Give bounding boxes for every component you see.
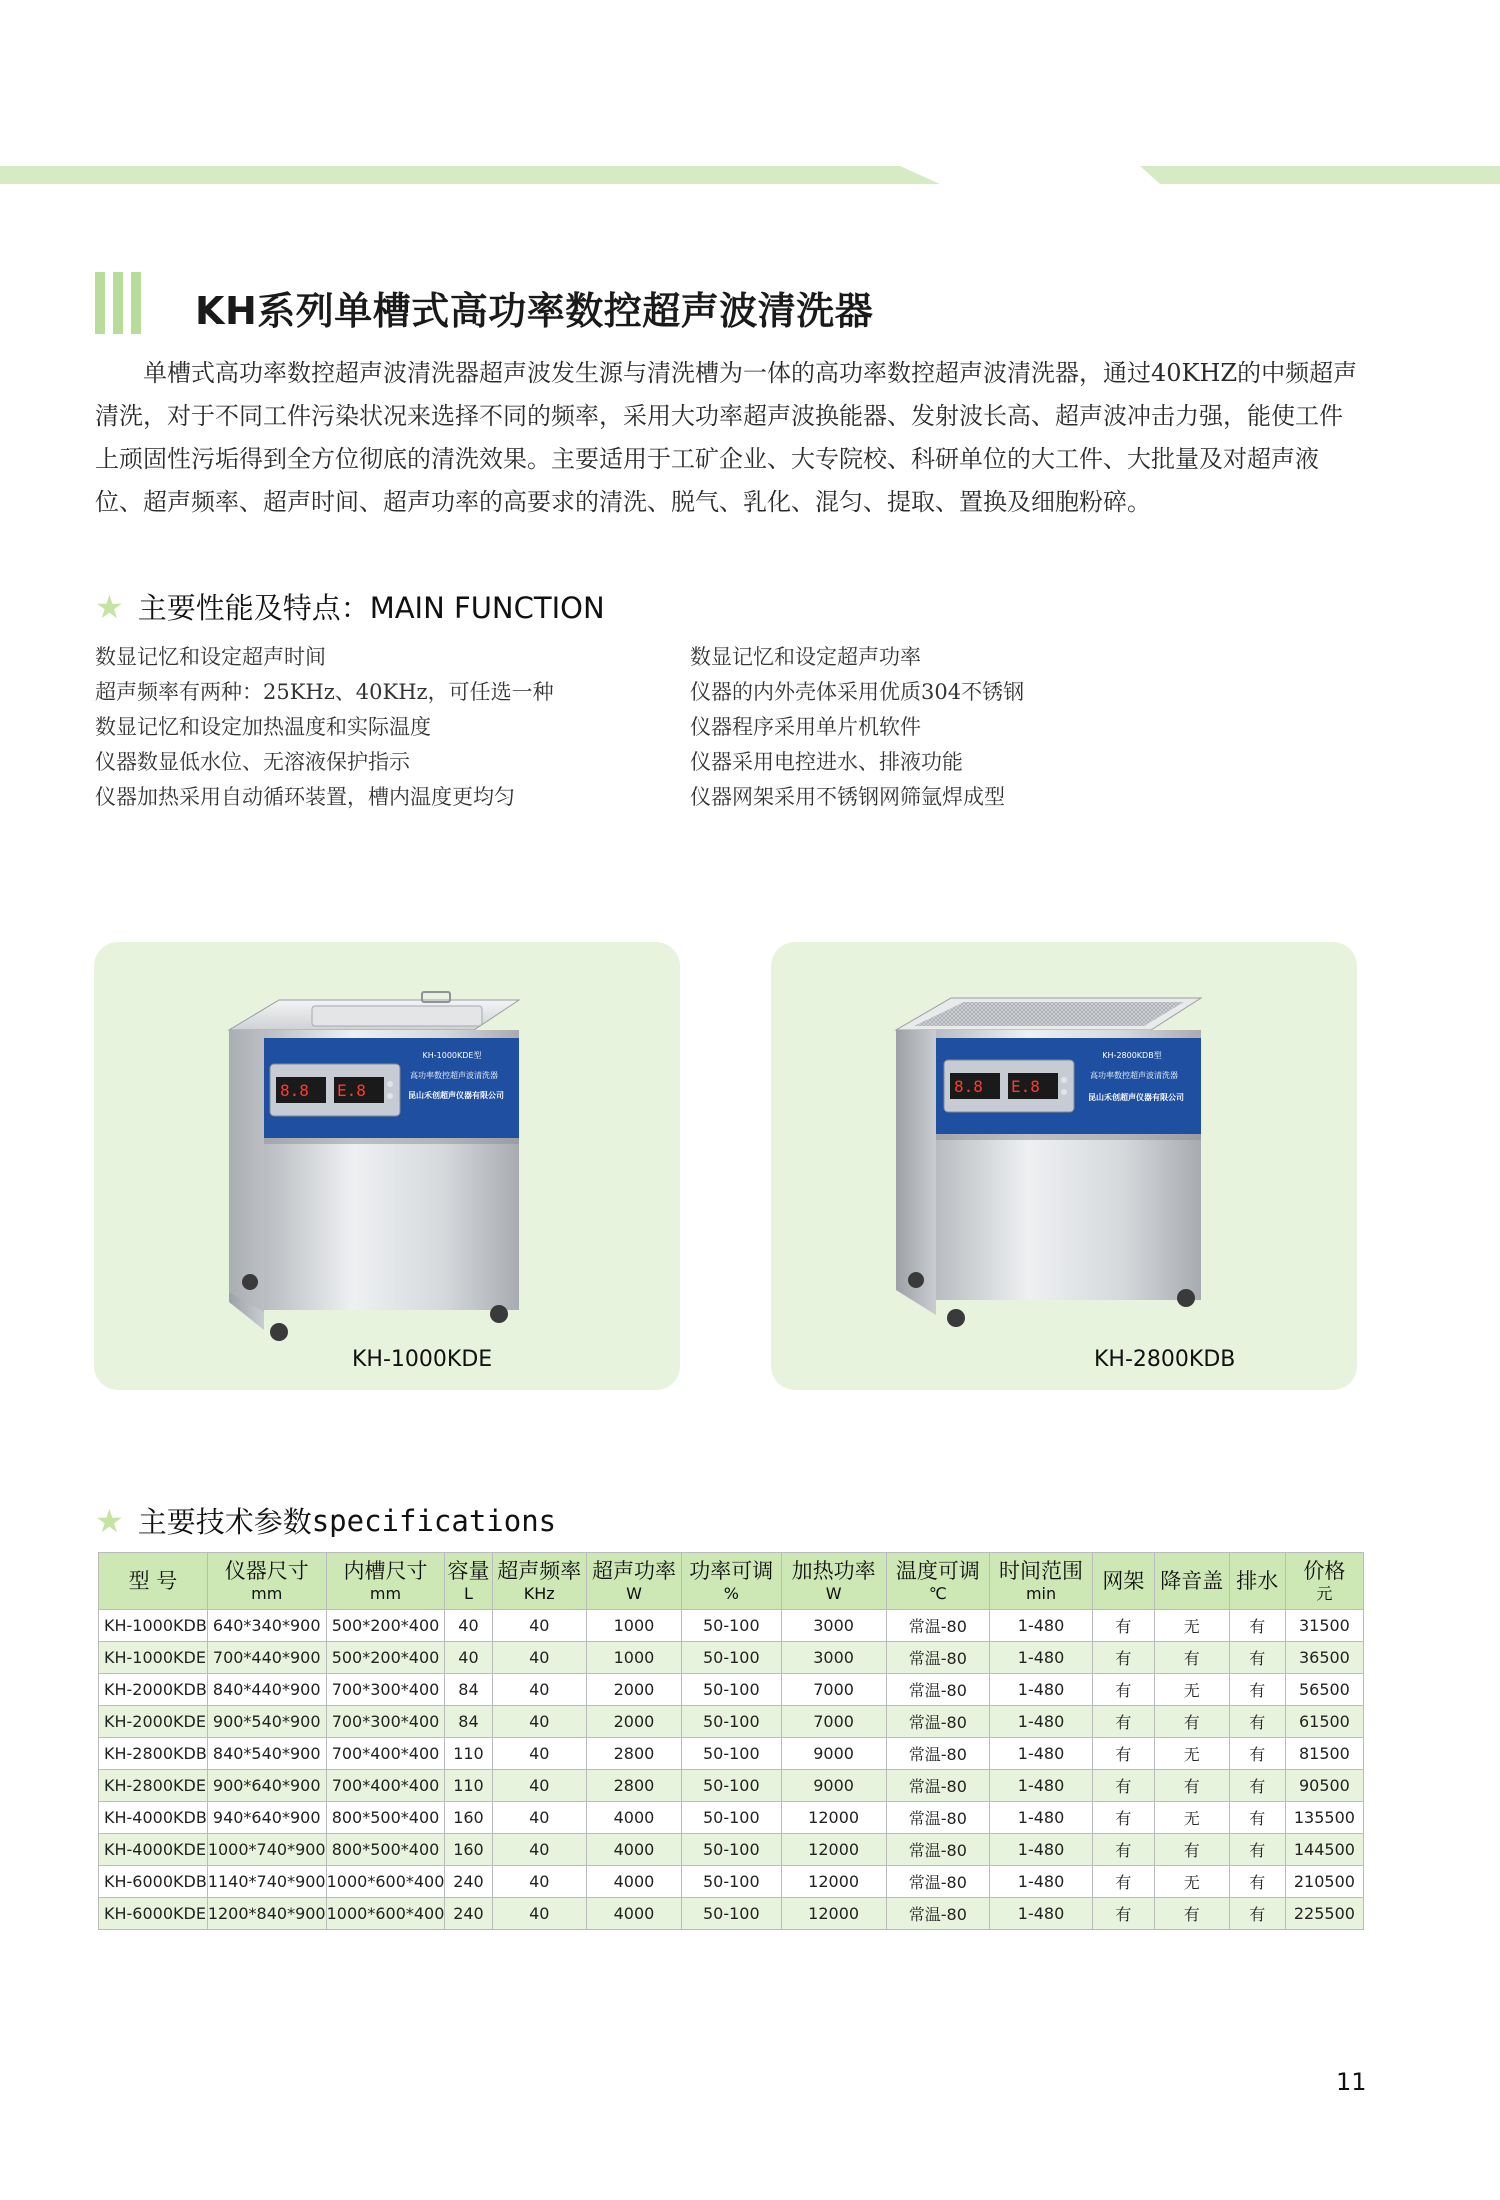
column-header bbox=[99, 1553, 208, 1610]
table-header bbox=[99, 1553, 1364, 1610]
column-header-unit: % bbox=[723, 1584, 739, 1603]
table-cell: 700*300*400 bbox=[326, 1674, 445, 1706]
table-cell: 56500 bbox=[1285, 1674, 1363, 1706]
column-header bbox=[445, 1553, 492, 1610]
specifications-table bbox=[98, 1552, 1364, 1930]
table-cell: KH-4000KDB bbox=[99, 1802, 208, 1834]
table-cell: KH-1000KDE bbox=[99, 1642, 208, 1674]
table-cell: 有 bbox=[1154, 1770, 1229, 1802]
table-cell: 2000 bbox=[586, 1706, 681, 1738]
table-cell: 40 bbox=[492, 1898, 586, 1930]
column-header-name: 容量 bbox=[447, 1559, 490, 1583]
table-cell: 有 bbox=[1092, 1866, 1154, 1898]
page-title: KH系列单槽式高功率数控超声波清洗器 bbox=[195, 289, 874, 333]
table-cell: 640*340*900 bbox=[207, 1610, 326, 1642]
table-cell: 50-100 bbox=[681, 1770, 781, 1802]
table-cell: 40 bbox=[492, 1706, 586, 1738]
table-cell: 1000*600*400 bbox=[326, 1898, 445, 1930]
table-cell: 144500 bbox=[1285, 1834, 1363, 1866]
features-left-list bbox=[95, 640, 685, 815]
table-cell: 无 bbox=[1154, 1738, 1229, 1770]
table-cell: 4000 bbox=[586, 1834, 681, 1866]
table-row bbox=[99, 1834, 1364, 1866]
table-cell: 常温-80 bbox=[886, 1802, 990, 1834]
svg-text:E.8: E.8 bbox=[1011, 1077, 1040, 1096]
table-cell: 90500 bbox=[1285, 1770, 1363, 1802]
column-header-name: 内槽尺寸 bbox=[343, 1559, 428, 1583]
table-cell: 940*640*900 bbox=[207, 1802, 326, 1834]
features-right-list bbox=[690, 640, 1330, 815]
table-cell: 500*200*400 bbox=[326, 1642, 445, 1674]
feature-item: 仪器程序采用单片机软件 bbox=[690, 715, 921, 739]
table-cell: 1000 bbox=[586, 1610, 681, 1642]
table-cell: 有 bbox=[1092, 1898, 1154, 1930]
table-cell: 有 bbox=[1229, 1738, 1285, 1770]
table-cell: KH-1000KDB bbox=[99, 1610, 208, 1642]
specs-heading-cn: 主要技术参数 bbox=[137, 1505, 312, 1539]
table-cell: 12000 bbox=[781, 1898, 886, 1930]
table-cell: 3000 bbox=[781, 1642, 886, 1674]
table-cell: 常温-80 bbox=[886, 1898, 990, 1930]
table-cell: KH-2000KDB bbox=[99, 1674, 208, 1706]
table-cell: 12000 bbox=[781, 1802, 886, 1834]
table-cell: 31500 bbox=[1285, 1610, 1363, 1642]
table-cell: 有 bbox=[1229, 1834, 1285, 1866]
table-cell: 4000 bbox=[586, 1898, 681, 1930]
table-cell: 3000 bbox=[781, 1610, 886, 1642]
svg-text:KH-2800KDB型: KH-2800KDB型 bbox=[1102, 1051, 1162, 1060]
column-header-name: 排水 bbox=[1236, 1569, 1279, 1593]
column-header bbox=[1154, 1553, 1229, 1610]
table-cell: 50-100 bbox=[681, 1674, 781, 1706]
table-cell: 有 bbox=[1229, 1898, 1285, 1930]
column-header-name: 超声功率 bbox=[591, 1559, 676, 1583]
table-cell: 800*500*400 bbox=[326, 1834, 445, 1866]
table-cell: 1-480 bbox=[990, 1706, 1093, 1738]
table-cell: 7000 bbox=[781, 1706, 886, 1738]
product-card-kh-2800kdb bbox=[771, 942, 1357, 1390]
feature-item: 仪器的内外壳体采用优质304不锈钢 bbox=[690, 680, 1025, 704]
table-cell: KH-6000KDB bbox=[99, 1866, 208, 1898]
table-cell: 800*500*400 bbox=[326, 1802, 445, 1834]
table-cell: 84 bbox=[445, 1706, 492, 1738]
table-cell: 常温-80 bbox=[886, 1674, 990, 1706]
svg-text:8.8: 8.8 bbox=[280, 1081, 309, 1100]
table-cell: 240 bbox=[445, 1898, 492, 1930]
feature-item: 数显记忆和设定超声时间 bbox=[95, 645, 326, 669]
table-cell: 常温-80 bbox=[886, 1642, 990, 1674]
column-header-name: 网架 bbox=[1102, 1569, 1145, 1593]
table-cell: 1-480 bbox=[990, 1738, 1093, 1770]
table-cell: 有 bbox=[1092, 1770, 1154, 1802]
table-row bbox=[99, 1898, 1364, 1930]
table-cell: 2800 bbox=[586, 1770, 681, 1802]
product-card-kh-1000kde bbox=[94, 942, 680, 1390]
feature-item: 数显记忆和设定加热温度和实际温度 bbox=[95, 715, 431, 739]
table-cell: 700*440*900 bbox=[207, 1642, 326, 1674]
column-header-name: 降音盖 bbox=[1160, 1569, 1224, 1593]
table-cell: 有 bbox=[1229, 1802, 1285, 1834]
table-cell: 40 bbox=[445, 1642, 492, 1674]
table-cell: 40 bbox=[492, 1834, 586, 1866]
feature-item: 数显记忆和设定超声功率 bbox=[690, 645, 921, 669]
product-label: KH-1000KDE bbox=[352, 1347, 493, 1372]
table-cell: 有 bbox=[1229, 1610, 1285, 1642]
column-header bbox=[1229, 1553, 1285, 1610]
table-cell: 2800 bbox=[586, 1738, 681, 1770]
feature-item: 仪器数显低水位、无溶液保护指示 bbox=[95, 750, 410, 774]
table-cell: 有 bbox=[1229, 1674, 1285, 1706]
table-cell: 常温-80 bbox=[886, 1834, 990, 1866]
star-icon: ★ bbox=[95, 1501, 124, 1540]
title-block bbox=[95, 272, 1395, 334]
table-cell: 50-100 bbox=[681, 1866, 781, 1898]
table-row bbox=[99, 1738, 1364, 1770]
table-cell: 9000 bbox=[781, 1770, 886, 1802]
feature-item: 仪器加热采用自动循环装置，槽内温度更均匀 bbox=[95, 785, 515, 809]
column-header-unit: 元 bbox=[1316, 1584, 1333, 1603]
column-header-name: 型 号 bbox=[128, 1569, 178, 1593]
table-cell: 无 bbox=[1154, 1674, 1229, 1706]
table-body bbox=[99, 1610, 1364, 1930]
table-cell: KH-2800KDB bbox=[99, 1738, 208, 1770]
table-cell: 500*200*400 bbox=[326, 1610, 445, 1642]
svg-text:KH-1000KDE型: KH-1000KDE型 bbox=[422, 1051, 482, 1060]
svg-text:昆山禾创超声仪器有限公司: 昆山禾创超声仪器有限公司 bbox=[408, 1091, 504, 1100]
table-cell: 1-480 bbox=[990, 1866, 1093, 1898]
table-cell: 40 bbox=[492, 1674, 586, 1706]
table-row bbox=[99, 1706, 1364, 1738]
table-cell: 900*540*900 bbox=[207, 1706, 326, 1738]
features-heading bbox=[95, 586, 605, 630]
column-header bbox=[586, 1553, 681, 1610]
table-row bbox=[99, 1642, 1364, 1674]
feature-item: 仪器网架采用不锈钢网筛氩焊成型 bbox=[690, 785, 1005, 809]
table-cell: 50-100 bbox=[681, 1706, 781, 1738]
table-cell: 1-480 bbox=[990, 1674, 1093, 1706]
table-cell: 700*400*400 bbox=[326, 1770, 445, 1802]
table-cell: 1140*740*900 bbox=[207, 1866, 326, 1898]
table-cell: 常温-80 bbox=[886, 1610, 990, 1642]
table-cell: 225500 bbox=[1285, 1898, 1363, 1930]
table-cell: 135500 bbox=[1285, 1802, 1363, 1834]
column-header-unit: mm bbox=[251, 1584, 283, 1603]
table-cell: 110 bbox=[445, 1770, 492, 1802]
table-cell: 700*400*400 bbox=[326, 1738, 445, 1770]
column-header bbox=[326, 1553, 445, 1610]
svg-text:E.8: E.8 bbox=[337, 1081, 366, 1100]
ultrasonic-cleaner-image bbox=[184, 982, 584, 1342]
table-cell: 240 bbox=[445, 1866, 492, 1898]
table-cell: 常温-80 bbox=[886, 1706, 990, 1738]
table-cell: 7000 bbox=[781, 1674, 886, 1706]
table-cell: 50-100 bbox=[681, 1738, 781, 1770]
table-cell: 有 bbox=[1092, 1802, 1154, 1834]
features-heading-label: 主要性能及特点：MAIN FUNCTION bbox=[137, 591, 605, 625]
table-cell: 50-100 bbox=[681, 1834, 781, 1866]
svg-text:高功率数控超声波清洗器: 高功率数控超声波清洗器 bbox=[410, 1071, 498, 1080]
table-cell: 1-480 bbox=[990, 1802, 1093, 1834]
table-cell: KH-2000KDE bbox=[99, 1706, 208, 1738]
specs-heading-en: specifications bbox=[311, 1503, 557, 1538]
table-cell: 无 bbox=[1154, 1610, 1229, 1642]
column-header-name: 时间范围 bbox=[999, 1559, 1084, 1583]
table-cell: 有 bbox=[1092, 1610, 1154, 1642]
column-header-unit: ℃ bbox=[928, 1584, 947, 1603]
table-cell: 40 bbox=[492, 1642, 586, 1674]
table-cell: 9000 bbox=[781, 1738, 886, 1770]
table-cell: 常温-80 bbox=[886, 1866, 990, 1898]
svg-text:8.8: 8.8 bbox=[954, 1077, 983, 1096]
title-stripes-decoration bbox=[95, 272, 151, 334]
table-cell: 有 bbox=[1154, 1898, 1229, 1930]
star-icon: ★ bbox=[95, 587, 124, 626]
column-header bbox=[681, 1553, 781, 1610]
table-cell: 61500 bbox=[1285, 1706, 1363, 1738]
table-cell: 有 bbox=[1092, 1674, 1154, 1706]
table-cell: 1000*600*400 bbox=[326, 1866, 445, 1898]
svg-text:高功率数控超声波清洗器: 高功率数控超声波清洗器 bbox=[1090, 1071, 1178, 1080]
table-cell: 110 bbox=[445, 1738, 492, 1770]
table-cell: 1-480 bbox=[990, 1898, 1093, 1930]
table-cell: 有 bbox=[1229, 1706, 1285, 1738]
column-header bbox=[207, 1553, 326, 1610]
table-cell: 12000 bbox=[781, 1834, 886, 1866]
column-header bbox=[492, 1553, 586, 1610]
column-header-name: 超声频率 bbox=[497, 1559, 582, 1583]
table-cell: 有 bbox=[1092, 1706, 1154, 1738]
table-cell: 有 bbox=[1229, 1866, 1285, 1898]
table-cell: 36500 bbox=[1285, 1642, 1363, 1674]
column-header-unit: L bbox=[464, 1584, 473, 1603]
table-cell: 常温-80 bbox=[886, 1738, 990, 1770]
table-cell: 1000 bbox=[586, 1642, 681, 1674]
table-row bbox=[99, 1610, 1364, 1642]
table-cell: 840*440*900 bbox=[207, 1674, 326, 1706]
table-cell: 160 bbox=[445, 1834, 492, 1866]
column-header-unit: W bbox=[626, 1584, 642, 1603]
table-cell: 4000 bbox=[586, 1802, 681, 1834]
table-cell: 有 bbox=[1092, 1738, 1154, 1770]
table-cell: 2000 bbox=[586, 1674, 681, 1706]
table-cell: KH-6000KDE bbox=[99, 1898, 208, 1930]
table-cell: 有 bbox=[1154, 1642, 1229, 1674]
table-cell: 有 bbox=[1154, 1834, 1229, 1866]
column-header-name: 加热功率 bbox=[791, 1559, 876, 1583]
table-cell: 40 bbox=[492, 1802, 586, 1834]
column-header-name: 仪器尺寸 bbox=[224, 1559, 309, 1583]
table-cell: 无 bbox=[1154, 1866, 1229, 1898]
intro-paragraph: 单槽式高功率数控超声波清洗器超声波发生源与清洗槽为一体的高功率数控超声波清洗器，通过40KHZ的中频超声清洗，对于不同工件污染状况来选择不同的频率，采用大功率超声波换能器、发射波长高、超声波冲击力强，能使工件上顽固性污垢得到全方位彻底的清洗效果。主要适用于工矿企业、大专院校、科研单位的大工件、大批量及对超声液位、超声频率、超声时间、超声功率的高要求的清洗、脱气、乳化、混匀、提取、置换及细胞粉碎。 bbox=[95, 359, 1358, 516]
table-row bbox=[99, 1770, 1364, 1802]
column-header-unit: mm bbox=[369, 1584, 402, 1603]
table-cell: 12000 bbox=[781, 1866, 886, 1898]
table-row bbox=[99, 1802, 1364, 1834]
table-cell: 700*300*400 bbox=[326, 1706, 445, 1738]
top-decorative-band bbox=[0, 166, 1500, 184]
table-cell: 1-480 bbox=[990, 1642, 1093, 1674]
column-header bbox=[1092, 1553, 1154, 1610]
column-header bbox=[990, 1553, 1093, 1610]
column-header-name: 价格 bbox=[1303, 1559, 1346, 1583]
column-header-unit: W bbox=[825, 1584, 842, 1603]
table-cell: KH-4000KDE bbox=[99, 1834, 208, 1866]
table-cell: 40 bbox=[492, 1738, 586, 1770]
specs-heading bbox=[95, 1500, 556, 1544]
table-cell: 常温-80 bbox=[886, 1770, 990, 1802]
column-header-name: 功率可调 bbox=[689, 1559, 774, 1583]
page-number: 11 bbox=[1336, 2068, 1367, 2096]
table-cell: 50-100 bbox=[681, 1898, 781, 1930]
table-cell: 40 bbox=[492, 1770, 586, 1802]
table-cell: 84 bbox=[445, 1674, 492, 1706]
table-cell: 有 bbox=[1092, 1642, 1154, 1674]
table-cell: 40 bbox=[445, 1610, 492, 1642]
table-cell: 840*540*900 bbox=[207, 1738, 326, 1770]
table-cell: 1-480 bbox=[990, 1610, 1093, 1642]
table-cell: 无 bbox=[1154, 1802, 1229, 1834]
table-cell: 1-480 bbox=[990, 1834, 1093, 1866]
table-cell: 50-100 bbox=[681, 1610, 781, 1642]
table-cell: 4000 bbox=[586, 1866, 681, 1898]
table-cell: 有 bbox=[1092, 1834, 1154, 1866]
table-cell: KH-2800KDE bbox=[99, 1770, 208, 1802]
table-cell: 81500 bbox=[1285, 1738, 1363, 1770]
table-row bbox=[99, 1674, 1364, 1706]
table-cell: 210500 bbox=[1285, 1866, 1363, 1898]
svg-text:昆山禾创超声仪器有限公司: 昆山禾创超声仪器有限公司 bbox=[1088, 1093, 1184, 1102]
table-cell: 有 bbox=[1154, 1706, 1229, 1738]
table-cell: 有 bbox=[1229, 1770, 1285, 1802]
feature-item: 超声频率有两种：25KHz、40KHz，可任选一种 bbox=[95, 680, 554, 704]
column-header-unit: min bbox=[1025, 1584, 1057, 1603]
column-header-name: 温度可调 bbox=[895, 1559, 980, 1583]
table-cell: 50-100 bbox=[681, 1802, 781, 1834]
feature-item: 仪器采用电控进水、排液功能 bbox=[690, 750, 963, 774]
table-cell: 160 bbox=[445, 1802, 492, 1834]
column-header bbox=[886, 1553, 990, 1610]
ultrasonic-cleaner-image bbox=[866, 980, 1256, 1330]
column-header bbox=[1285, 1553, 1363, 1610]
table-cell: 40 bbox=[492, 1866, 586, 1898]
table-cell: 50-100 bbox=[681, 1642, 781, 1674]
column-header-unit: KHz bbox=[523, 1584, 555, 1603]
product-label: KH-2800KDB bbox=[1094, 1347, 1236, 1372]
table-cell: 40 bbox=[492, 1610, 586, 1642]
column-header bbox=[781, 1553, 886, 1610]
table-cell: 1-480 bbox=[990, 1770, 1093, 1802]
table-row bbox=[99, 1866, 1364, 1898]
table-cell: 1000*740*900 bbox=[207, 1834, 326, 1866]
table-cell: 有 bbox=[1229, 1642, 1285, 1674]
table-cell: 1200*840*900 bbox=[207, 1898, 326, 1930]
table-cell: 900*640*900 bbox=[207, 1770, 326, 1802]
